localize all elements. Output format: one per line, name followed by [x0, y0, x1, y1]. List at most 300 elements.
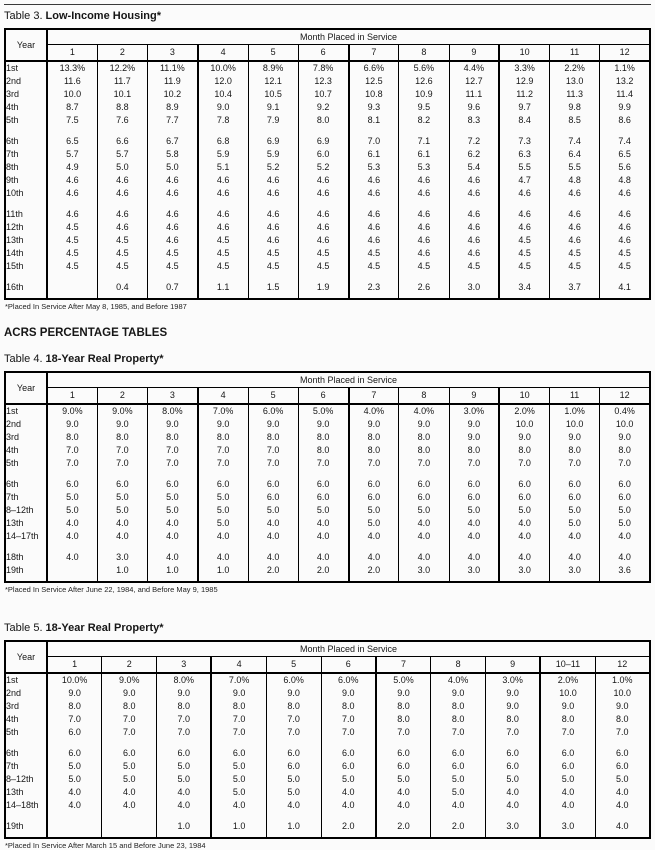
- table-cell: 4.0: [499, 530, 549, 543]
- month-column-header: 12: [600, 45, 650, 62]
- row-year-label: 13th: [5, 517, 47, 530]
- table-cell: 10.2: [148, 88, 198, 101]
- table-row: [5, 260, 650, 273]
- table-cell: 8.0: [198, 431, 248, 444]
- table-cell: 11.7: [97, 75, 147, 88]
- month-column-header: 4: [198, 45, 248, 62]
- table-cell: 7.8: [198, 114, 248, 127]
- table-row: [5, 726, 650, 739]
- month-placed-in-service-header: Month Placed in Service: [47, 29, 650, 45]
- table-cell: 4.0: [499, 517, 549, 530]
- month-column-header: 5: [248, 388, 298, 405]
- table-cell: 4.0: [97, 517, 147, 530]
- month-column-header: 9: [486, 657, 541, 674]
- table-cell: 7.0: [97, 457, 147, 470]
- table-cell: 7.0: [376, 726, 431, 739]
- table-cell: 7.0: [97, 444, 147, 457]
- table-cell: 4.0: [298, 551, 348, 564]
- table-cell: 4.0: [616, 821, 629, 831]
- year-column-header: Year: [5, 372, 47, 404]
- row-year-label: 5th: [5, 457, 47, 470]
- table-cell: 5.2: [298, 161, 348, 174]
- row-year-label: 7th: [5, 760, 47, 773]
- table-cell: 2.0: [376, 820, 431, 838]
- table-cell: 12.5: [349, 75, 399, 88]
- table-cell: 2.3: [349, 281, 399, 299]
- table-cell: 4.6: [148, 187, 198, 200]
- table-cell: 9.0: [616, 701, 629, 711]
- table-cell: 5.8: [148, 148, 198, 161]
- month-column-header: 6: [298, 388, 348, 405]
- table-cell: 4.0: [47, 530, 97, 543]
- table-cell: [47, 281, 97, 299]
- table-cell: 9.1: [248, 101, 298, 114]
- year-column-header: Year: [5, 641, 47, 673]
- table-cell: 4.0%: [349, 404, 399, 418]
- table-cell: 6.0: [616, 761, 629, 771]
- table-cell: 6.0: [449, 478, 499, 491]
- table-cell: 11.1%: [148, 61, 198, 75]
- table-cell: 10.0: [615, 419, 634, 429]
- table-cell: 5.0: [618, 505, 631, 515]
- table4-title: [4, 353, 651, 366]
- table-cell: 9.0: [618, 432, 631, 442]
- table-cell: 7.0: [550, 457, 600, 470]
- table-cell: 1.0: [148, 564, 198, 582]
- table-cell: 7.0: [321, 726, 376, 739]
- table-cell: 3.7: [550, 281, 600, 299]
- table-cell: 7.0: [102, 713, 157, 726]
- month-column-header: 2: [97, 388, 147, 405]
- table-cell: 6.0: [486, 747, 541, 760]
- table4-18-year-real-property: [4, 371, 651, 583]
- table-cell: 8.0: [266, 700, 321, 713]
- table-cell: 7.0: [148, 457, 198, 470]
- table-cell: 5.0: [449, 504, 499, 517]
- table-cell: 9.0: [486, 700, 541, 713]
- table-cell: 4.0: [157, 799, 212, 812]
- table-cell: [47, 564, 97, 582]
- table-cell: 1.5: [248, 281, 298, 299]
- table-cell: 6.0: [431, 760, 486, 773]
- month-column-header: 1: [47, 45, 97, 62]
- table-cell: 12.2%: [97, 61, 147, 75]
- table-cell: 4.0: [616, 787, 629, 797]
- month-column-header: 10–11: [540, 657, 595, 674]
- month-column-header: 5: [266, 657, 321, 674]
- table-cell: 9.0: [47, 687, 102, 700]
- table-cell: 4.6: [618, 235, 631, 245]
- table-cell: 5.0: [431, 773, 486, 786]
- month-column-header: 8: [431, 657, 486, 674]
- table-cell: 8.5: [550, 114, 600, 127]
- row-year-label: 12th: [5, 221, 47, 234]
- table-cell: 6.7: [148, 135, 198, 148]
- table-cell: 4.7: [499, 174, 549, 187]
- table-cell: 12.3: [298, 75, 348, 88]
- table-cell: 7.0: [499, 457, 549, 470]
- table-cell: 8.0: [47, 431, 97, 444]
- table-cell: 4.5: [97, 260, 147, 273]
- table-cell: 7.9: [248, 114, 298, 127]
- table-cell: 1.0: [266, 820, 321, 838]
- row-year-label: 2nd: [5, 418, 47, 431]
- table-cell: 11.2: [499, 88, 549, 101]
- table-cell: 6.0: [248, 478, 298, 491]
- table-cell: 4.6: [349, 208, 399, 221]
- table-cell: 5.0: [47, 504, 97, 517]
- table-cell: 7.0: [248, 444, 298, 457]
- table-cell: 4.6: [449, 234, 499, 247]
- table-cell: 4.6: [248, 187, 298, 200]
- table-cell: 4.5: [618, 261, 631, 271]
- table-cell: 8.0: [298, 114, 348, 127]
- table-cell: 7.0: [102, 726, 157, 739]
- table-cell: 6.0: [349, 478, 399, 491]
- table-cell: 4.5: [298, 247, 348, 260]
- month-number-header-row: [5, 45, 650, 62]
- spacer-row: [5, 470, 650, 478]
- table-cell: 7.0: [399, 457, 449, 470]
- table-cell: 4.6: [97, 208, 147, 221]
- table-cell: 8.0: [47, 700, 102, 713]
- table-cell: 7.0: [47, 457, 97, 470]
- table-cell: 5.0: [148, 504, 198, 517]
- table-cell: 8.1: [349, 114, 399, 127]
- row-year-label: 18th: [5, 551, 47, 564]
- table-cell: 8.0: [618, 445, 631, 455]
- table-cell: 4.5: [47, 247, 97, 260]
- table-cell: 4.5: [499, 234, 549, 247]
- table-cell: [102, 820, 157, 838]
- table-cell: 9.0: [198, 418, 248, 431]
- table-cell: 8.0: [499, 444, 549, 457]
- table-cell: 5.5: [550, 161, 600, 174]
- table-cell: 4.6: [248, 234, 298, 247]
- table-cell: 9.6: [449, 101, 499, 114]
- table-row: [5, 551, 650, 564]
- table-cell: 4.6: [550, 234, 600, 247]
- row-year-label: 11th: [5, 208, 47, 221]
- table-cell: 4.0: [540, 799, 595, 812]
- month-column-header: 3: [148, 45, 198, 62]
- table-cell: 5.0: [211, 773, 266, 786]
- table-cell: 6.0: [298, 478, 348, 491]
- table-cell: 6.0: [540, 760, 595, 773]
- table-cell: 4.6: [148, 174, 198, 187]
- spacer-row: [5, 273, 650, 281]
- table-cell: 12.1: [248, 75, 298, 88]
- table-cell: 6.0: [550, 478, 600, 491]
- table-cell: 6.6%: [349, 61, 399, 75]
- month-column-header: 2: [97, 45, 147, 62]
- table-cell: 8.0: [540, 713, 595, 726]
- month-column-header: 7: [349, 45, 399, 62]
- table-cell: 6.9: [248, 135, 298, 148]
- table-cell: 8.0%: [157, 673, 212, 687]
- row-year-label: 4th: [5, 444, 47, 457]
- table5-footnote: *Placed In Service After March 15 and Before June 23, 1984: [5, 841, 206, 850]
- table-cell: 8.0: [97, 431, 147, 444]
- table-cell: 4.0: [399, 551, 449, 564]
- table-cell: 10.0: [613, 688, 632, 698]
- table-cell: 4.6: [148, 221, 198, 234]
- table-cell: 5.0: [47, 491, 97, 504]
- table-cell: 4.0: [148, 551, 198, 564]
- table-cell: 10.9: [399, 88, 449, 101]
- row-year-label: 13th: [5, 234, 47, 247]
- table-cell: 5.7: [47, 148, 97, 161]
- table-cell: 12.0: [198, 75, 248, 88]
- year-column-header: Year: [5, 29, 47, 61]
- month-column-header: 10: [499, 388, 549, 405]
- table-cell: 6.0: [399, 491, 449, 504]
- table-row: [5, 491, 650, 504]
- table-cell: 7.3: [499, 135, 549, 148]
- table-cell: 6.0: [349, 491, 399, 504]
- table-cell: 4.6: [47, 187, 97, 200]
- table-cell: 4.6: [47, 208, 97, 221]
- table-cell: 4.6: [399, 247, 449, 260]
- table-cell: 4.6: [97, 187, 147, 200]
- table-cell: 7.2: [449, 135, 499, 148]
- row-year-label: 7th: [5, 491, 47, 504]
- month-column-header: 9: [449, 388, 499, 405]
- table-cell: 6.0: [550, 491, 600, 504]
- table-cell: 0.4: [97, 281, 147, 299]
- table-cell: 7.0: [540, 726, 595, 739]
- table-cell: 4.6: [449, 174, 499, 187]
- table5-title-prefix: Table 5.: [4, 622, 43, 634]
- table-cell: 7.7: [148, 114, 198, 127]
- table-cell: 9.5: [399, 101, 449, 114]
- table-cell: 4.6: [349, 234, 399, 247]
- table-cell: 6.0: [47, 478, 97, 491]
- table-cell: 11.3: [550, 88, 600, 101]
- table-cell: 12.9: [499, 75, 549, 88]
- table-cell: 3.6: [618, 565, 631, 575]
- table-cell: 9.0: [198, 101, 248, 114]
- table-cell: 9.0: [157, 687, 212, 700]
- row-year-label: 3rd: [5, 88, 47, 101]
- table-cell: 5.1: [198, 161, 248, 174]
- table-cell: 8.0: [376, 700, 431, 713]
- table-cell: 7.0: [211, 726, 266, 739]
- row-year-label: 8th: [5, 161, 47, 174]
- row-year-label: 5th: [5, 114, 47, 127]
- table-cell: 4.6: [349, 174, 399, 187]
- table-cell: 4.5: [499, 247, 549, 260]
- table-cell: 10.8: [349, 88, 399, 101]
- table-cell: 3.0%: [449, 404, 499, 418]
- row-year-label: 16th: [5, 281, 47, 299]
- table-cell: 1.0%: [612, 675, 633, 685]
- acrs-section-heading: ACRS PERCENTAGE TABLES: [4, 327, 168, 339]
- spacer-row: [5, 127, 650, 135]
- table3-low-income-housing: [4, 28, 651, 300]
- month-placed-in-service-header: Month Placed in Service: [47, 641, 650, 657]
- table-cell: 5.0: [298, 504, 348, 517]
- table-cell: 12.6: [399, 75, 449, 88]
- table-cell: 6.0: [157, 747, 212, 760]
- table-cell: 9.0: [321, 687, 376, 700]
- table-cell: 3.0: [97, 551, 147, 564]
- table-cell: 5.0: [499, 504, 549, 517]
- table4-footnote: *Placed In Service After June 22, 1984, and Before May 9, 1985: [5, 585, 218, 594]
- spacer-row: [5, 812, 650, 820]
- table-cell: 7.0: [321, 713, 376, 726]
- table-cell: 9.0%: [47, 404, 97, 418]
- table-cell: 8.8: [97, 101, 147, 114]
- table-cell: 7.0: [349, 135, 399, 148]
- table-cell: 4.6: [449, 187, 499, 200]
- month-column-header: 3: [157, 657, 212, 674]
- table-row: [5, 187, 650, 200]
- table-cell: 4.5: [550, 260, 600, 273]
- table-row: [5, 504, 650, 517]
- table-cell: 2.0: [321, 820, 376, 838]
- table-cell: 4.6: [298, 187, 348, 200]
- table-cell: 6.0: [618, 492, 631, 502]
- top-rule: [4, 4, 651, 5]
- table-cell: 4.6: [550, 208, 600, 221]
- table-cell: 4.5: [248, 260, 298, 273]
- table-cell: 10.0: [550, 418, 600, 431]
- table-cell: 10.5: [248, 88, 298, 101]
- table-cell: 4.0: [449, 551, 499, 564]
- month-column-header: 12: [600, 388, 650, 405]
- table-row: [5, 148, 650, 161]
- table-cell: 2.0: [298, 564, 348, 582]
- table-cell: 4.5: [618, 248, 631, 258]
- table-row: [5, 700, 650, 713]
- table-cell: 9.0: [349, 418, 399, 431]
- table-cell: 1.0: [198, 564, 248, 582]
- table-cell: 5.0: [198, 491, 248, 504]
- table-cell: 4.6: [618, 188, 631, 198]
- row-year-label: 14–18th: [5, 799, 47, 812]
- table-cell: 2.0%: [499, 404, 549, 418]
- table-row: [5, 673, 650, 687]
- table-cell: 4.5: [399, 260, 449, 273]
- table-cell: 9.0: [431, 687, 486, 700]
- table-cell: 4.0: [102, 799, 157, 812]
- table-cell: 5.0: [399, 504, 449, 517]
- table-cell: 4.0: [349, 551, 399, 564]
- table-cell: 8.0: [148, 431, 198, 444]
- table-cell: 5.9: [198, 148, 248, 161]
- table-cell: 4.5: [198, 247, 248, 260]
- table-cell: 8.0: [486, 713, 541, 726]
- table-cell: 8.0: [550, 444, 600, 457]
- month-column-header: 6: [321, 657, 376, 674]
- month-column-header: 8: [399, 45, 449, 62]
- table-cell: 1.0: [97, 564, 147, 582]
- month-column-header: 5: [248, 45, 298, 62]
- table5-18-year-real-property: [4, 640, 651, 839]
- table-cell: 4.6: [298, 208, 348, 221]
- table-cell: 4.5: [198, 234, 248, 247]
- table-cell: 2.2%: [550, 61, 600, 75]
- table-header-row: [5, 372, 650, 388]
- table-cell: 4.0: [97, 530, 147, 543]
- table-row: [5, 61, 650, 75]
- month-column-header: 3: [148, 388, 198, 405]
- table-cell: 8.7: [47, 101, 97, 114]
- table-cell: 6.0: [266, 760, 321, 773]
- table-row: [5, 174, 650, 187]
- table-header-row: [5, 29, 650, 45]
- table-cell: 4.6: [248, 174, 298, 187]
- row-year-label: 2nd: [5, 75, 47, 88]
- table-cell: 5.0: [431, 786, 486, 799]
- table-cell: 6.0: [399, 478, 449, 491]
- table-cell: 6.0: [266, 747, 321, 760]
- month-column-header: 11: [550, 45, 600, 62]
- row-year-label: 15th: [5, 260, 47, 273]
- table-cell: 4.0: [266, 799, 321, 812]
- table-cell: 13.0: [550, 75, 600, 88]
- table-cell: 4.5: [449, 260, 499, 273]
- table-cell: 1.0%: [550, 404, 600, 418]
- table-cell: 5.0: [157, 760, 212, 773]
- table-cell: 7.0: [148, 444, 198, 457]
- table-cell: 5.0: [102, 760, 157, 773]
- table-row: [5, 404, 650, 418]
- table-cell: 4.0: [349, 530, 399, 543]
- table-cell: 11.4: [616, 89, 634, 99]
- table-cell: 3.0: [499, 564, 549, 582]
- table-row: [5, 760, 650, 773]
- table-cell: 4.0: [47, 517, 97, 530]
- table-cell: 8.9: [148, 101, 198, 114]
- table-cell: 4.6: [399, 234, 449, 247]
- table-cell: 6.0: [148, 478, 198, 491]
- month-column-header: 1: [47, 388, 97, 405]
- table-cell: 10.0: [540, 687, 595, 700]
- table-cell: 4.0: [449, 530, 499, 543]
- table-cell: 4.0%: [431, 673, 486, 687]
- table-cell: 5.0: [97, 491, 147, 504]
- table-cell: 10.0%: [47, 673, 102, 687]
- table-cell: 8.0%: [148, 404, 198, 418]
- table-cell: 4.6: [449, 221, 499, 234]
- table3-title-name: Low-Income Housing*: [45, 10, 162, 22]
- table-cell: 4.5: [47, 260, 97, 273]
- table-cell: 4.0: [376, 799, 431, 812]
- table-cell: 9.0: [47, 418, 97, 431]
- table-cell: 1.1%: [614, 63, 635, 73]
- table-cell: 4.0: [550, 530, 600, 543]
- table-cell: 9.0: [102, 687, 157, 700]
- table-cell: 8.2: [399, 114, 449, 127]
- table-cell: 8.0: [298, 431, 348, 444]
- table-cell: 7.0: [47, 444, 97, 457]
- table-cell: 4.5: [248, 247, 298, 260]
- table-cell: 4.0: [198, 551, 248, 564]
- table-cell: 8.0: [321, 700, 376, 713]
- table-cell: 4.0: [499, 551, 549, 564]
- table-cell: 8.0: [102, 700, 157, 713]
- table-cell: 5.0: [47, 773, 102, 786]
- table-row: [5, 114, 650, 127]
- table-cell: 8.4: [499, 114, 549, 127]
- table-row: [5, 530, 650, 543]
- table-cell: 5.0: [198, 517, 248, 530]
- table-cell: 5.0: [211, 760, 266, 773]
- table-cell: 6.0: [298, 148, 348, 161]
- table-cell: 4.5: [97, 234, 147, 247]
